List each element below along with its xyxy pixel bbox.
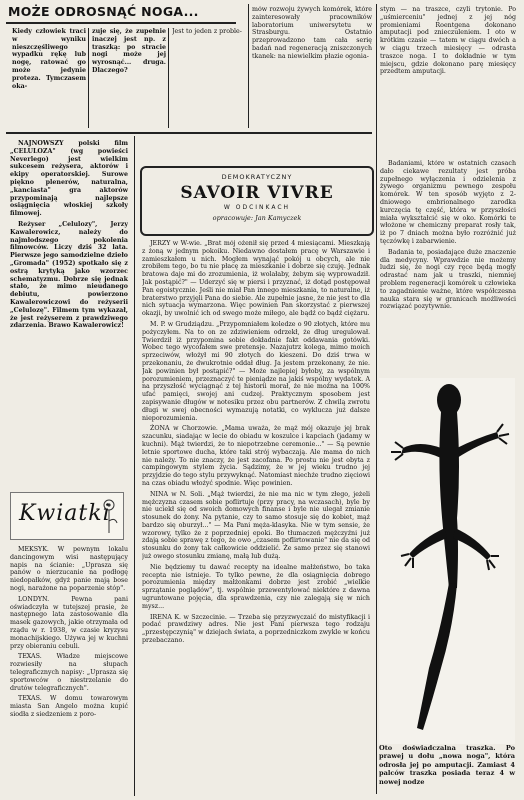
letter: ŻONA w Chorzowie. „Mama uważa, że mąż mój okazuje jej brak szacunku, siadając w lecie do obiadu w koszulce i kapciach (jadamy w kuchni). Mąż twierdzi, że to niepotrzebne ceremonie..." — Są pewnie letnie sportowe ducha, które taki strój wybaczają. Ale mama do nich nie należy. To nie znaczy, że jest zacofana. Po prostu nie jest obyta z campingowym stylem życia. Sądzimy, że w jej wieku trudno jej przyjdzie do tego stylu przywyknąć. Natomiast niechże trudno zięciowi na czas obiadu włożyć spodnie. Więc powinien. (142, 425, 370, 487)
newt-icon (379, 378, 515, 744)
box-line-1: DEMOKRATYCZNY (221, 173, 293, 181)
savoir-vivre-header (140, 166, 374, 236)
film-article (10, 140, 128, 480)
kwiatki-item: LONDYN. Pewna pani oświadczyła w tutejszej prasie, że następnego lata zastosowanie dla masek gazowych, jakie otrzymała od rządu w r. 1938, w czasie kryzysu monachijskiego. Używa jej w kuchni przy obieraniu cebuli. (10, 595, 128, 650)
box-line-4: opracowuje: Jan Kamyczek (212, 214, 302, 222)
article-title: MOŻE ODROSNĄĆ NOGA... (8, 4, 199, 19)
letter: M. P. w Grudziądzu. „Przypomniałem koledze o 90 złotych, które mu pożyczyłem. Na to on ze zdziwieniem odrzekł, że dług uregulował. Twierdził iż przypomina sobie dokładnie fakt oddawania gotówki. Wobec tego wycofałem swe pretensje. Nazajutrz kolega, mimo moich sprzeciwów, włożył mi 90 złotych do kieszeni. Do dziś trwa w przekonaniu, że dwukrotnie oddał dług. Ja jestem przekonany, że nie. Jak powinien był postąpić?" — Może najlepiej byłoby, za wspólnym porozumieniem, przeznaczyć te pieniądze na jakiś wspólny wydatek. A na przyszłość wyciągnąć z tej historii morał, że nie można na 100% ufać pamięci, swojej ani cudzej. Praktycznym sposobem jest zapisywanie długów w notesiku przez obu partnerów. Z chwilą zwrotu długi w swej obecności wymazują notatki, co wyklucza już dalsze nieporozumienia. (142, 320, 370, 422)
vertical-rule-4 (376, 4, 377, 794)
letter: NINA w N. Soli. „Mąż twierdzi, że nie ma nic w tym złego, jeżeli mężczyzna czasem sobie poflirtuje (przy pracy, na wczasach), byle by nie uciekł się od swoich domowych finanse i byle nie ulegał zmianie stosunek do żony. Na pytanie, czy to samo stosuje się do kobiet, mąż bardzo się oburzył..." — Ma Pani męża-klasyka. Nie w tym sensie, że wzorowy, tylko że z poprzedniej epoki. Bo tłumaczeń mężczyźni już zdają sobie sprawę z tego, że owo „czasem poflirtowanie" nie da się od stosunku do żony tak całkowicie oddzielić. Że samo przez się stanowi już owego stosunku zmianę, małą lub dużą. (142, 490, 370, 561)
newt-photo (379, 378, 515, 744)
right-column-text (380, 160, 516, 375)
kwiatki-column (10, 546, 128, 796)
top-column-3: mów rozwoju żywych komórek, które zainteresowały pracowników laboratorium uniwersytetu w Strasburgu. Ostatnio przeprowadzono tam cała serię badań nad regeneracją zniszczonych tkanek: na niewielkim płazie ogonia- (252, 6, 372, 60)
intro-mid: zuje się, że zupełnie inaczej jest np. z traszką: po stracie nogi może jej wyrosnąć... druga. Dlaczego? (92, 28, 166, 74)
vertical-rule-1 (88, 28, 89, 128)
right-column-paragraph: Badaniami, które w ostatnich czasach dało ciekawe rezultaty jest próba zupełnego wyłączenia i odzielenia z żywego organizmu pewnego zespołu komórek. W ten sposób wyjęto z 2-dniowego embrionalnego zarodka kurczęcia tę część, która w przyszłości miała wykształcić się w oko. Komórki te włożone w chemiczny preparat rosły tak, iż po 7 dniach można było rozróżnić już tęczówkę i zabarwienie. (380, 160, 516, 245)
kwiatki-heading-box (10, 492, 124, 540)
vertical-rule-3 (248, 4, 249, 128)
vertical-rule-5 (134, 136, 135, 796)
top-column-4: stym — na traszce, czyli trytonie. Po „uśmierceniu" jednej z jej nóg promieniami Roentgena dokonano amputacji pod znieczuleniem. I oto w krótkim czasie — tatem w ciągu dwóch a w ciągu trzech miesięcy — odrasta traszce noga. I to dokładnie w tym miejscu, gdzie dokonano parę miesięcy przedtem amputacji. (380, 6, 516, 76)
kwiatki-item: TEXAS. W domu towarowym miasta San Angelo można kupić siodła z siedzeniem z poro- (10, 695, 128, 718)
vertical-rule-2 (168, 28, 169, 128)
letter: JERZY w W-wie. „Brat mój ożenił się przed 4 miesiącami. Mieszkają z żoną w jednym pokoiku. Niedawno dostałem pracę w Warszawie i zamieszkałem u nich. Mogłem wynająć pokój u obcych, ale nie zrobiłem tego, bo tu nie płacę za mieszkanie i dobrze się czuję. Jednak bratowa daje mi do zrozumienia, iż wolałaby, żebym się wyprowadził. Jak postąpić?" — Uderzyć się w piersi i przyznać, iż dotąd postępował Pan egoistycznie. Jeśli nie miał Pan innego mieszkania, to naturalne, iż braterstwo przyjęli Pana do siebie. Ale zupełnie jasne, że nie jest to dla nich sytuacja wymarzona. Więc powinien Pan skorzystać z pierwszej okazji, by uwolnić ich od swego może miłego, ale bądź co bądź ciężaru. (142, 240, 370, 318)
film-article-paragraph: Reżyser „Celulozy", Jerzy Kawalerowicz, należy do najmłodszego pokolenia filmowców. Liczy dziś 32 lata. Pierwsze jego samodzielne dzieło „Gromada" (1952) spotkało się z ostrą krytyką jako wzorzec schematyzmu. Dobrze się jednak stało, że mimo nieudanego debiutu, powierzono Kawalerowiczowi do reżyserii „Celulozę". Filmem tym wykazał, że jest reżyserem z prawdziwego zdarzenia. Brawo Kawalerowicz! (10, 220, 128, 330)
separator-rule (6, 132, 372, 134)
photo-caption: Oto doświadczalna traszka. Po prawej u dołu „nowa noga", która odrosła jej po amputacji. Zamiast 4 palców traszka posiada teraz 4 w nowej nodze (379, 744, 515, 786)
letter: IRENA K. w Szczecinie. — Trzeba się przyzwyczaić do mistyfikacji i podać prawdziwy adres. Nie jest Pani pierwsza tego rodzaju „przestępczynią" w dziejach świata, a poprzedniczkom zwykle w końcu przebaczano. (142, 613, 370, 645)
film-article-paragraph: NAJNOWSZY polski film „CELULOZA" (wg powieści Neverlego) jest wielkim sukcesem reżysera, aktorów i ekipy operatorskiej. Surowe piękno plenerów, naturalna, „kanciasta" gra aktorów przypominają najlepsze osiągnięcia włoskiej szkoły filmowej. (10, 140, 128, 218)
box-line-2: SAVOIR VIVRE (180, 183, 334, 203)
right-column-paragraph: Badania te, posiadające duże znaczenie dla medycyny. Wprawdzie nie możemy ludzi się, że nogi czy ręce będą mogły odrastać nam jak u traszki, niemniej problem regeneracji komórek u człowieka to zagadnienie ważne, które współczesna nauka stara się w granicach możliwości rozwiązać pozytywnie. (380, 248, 516, 311)
top-rule (6, 22, 236, 24)
kwiatki-item: TEXAS. Władze miejscowe rozwiesiły na słupach telegraficznych napisy: „Uprasza się sportowców o niestrzelanie do drutów telegraficznych". (10, 653, 128, 692)
intro-right: Jest to jeden z proble- (172, 28, 242, 35)
letter: Nie będziemy tu dawać recepty na idealne małżeństwo, bo taka recepta nie istnieje. To tylko pewne, że dla osiągnięcia dobrego porozumienia między małżonkami dobrze jest zrobić „wielkie sprzątanie poglądów", tj. wspólnie przewentylować niektóre z dawna ugruntowane pojęcia, dla sprawdzenia, czy nie zalegają się w nich mysz... (142, 563, 370, 610)
intro-left: Kiedy człowiek traci w wyniku nieszczęśliwego wypadku rękę lub nogę, ratować go może jedynie proteza. Tymczasem oka- (12, 28, 86, 90)
box-line-3: W ODCINKACH (223, 204, 291, 211)
savoir-vivre-letters (142, 240, 370, 796)
kwiatki-heading: Kwiatki (19, 501, 111, 526)
kwiatki-item: MEKSYK. W pewnym lokalu dancingowym wisi następujący napis na ścianie: „Uprasza się panów o nierzucanie na podłogę niedopałków, gdyż panie mają bose nogi, narażone na poparzenie stóp". (10, 546, 128, 592)
